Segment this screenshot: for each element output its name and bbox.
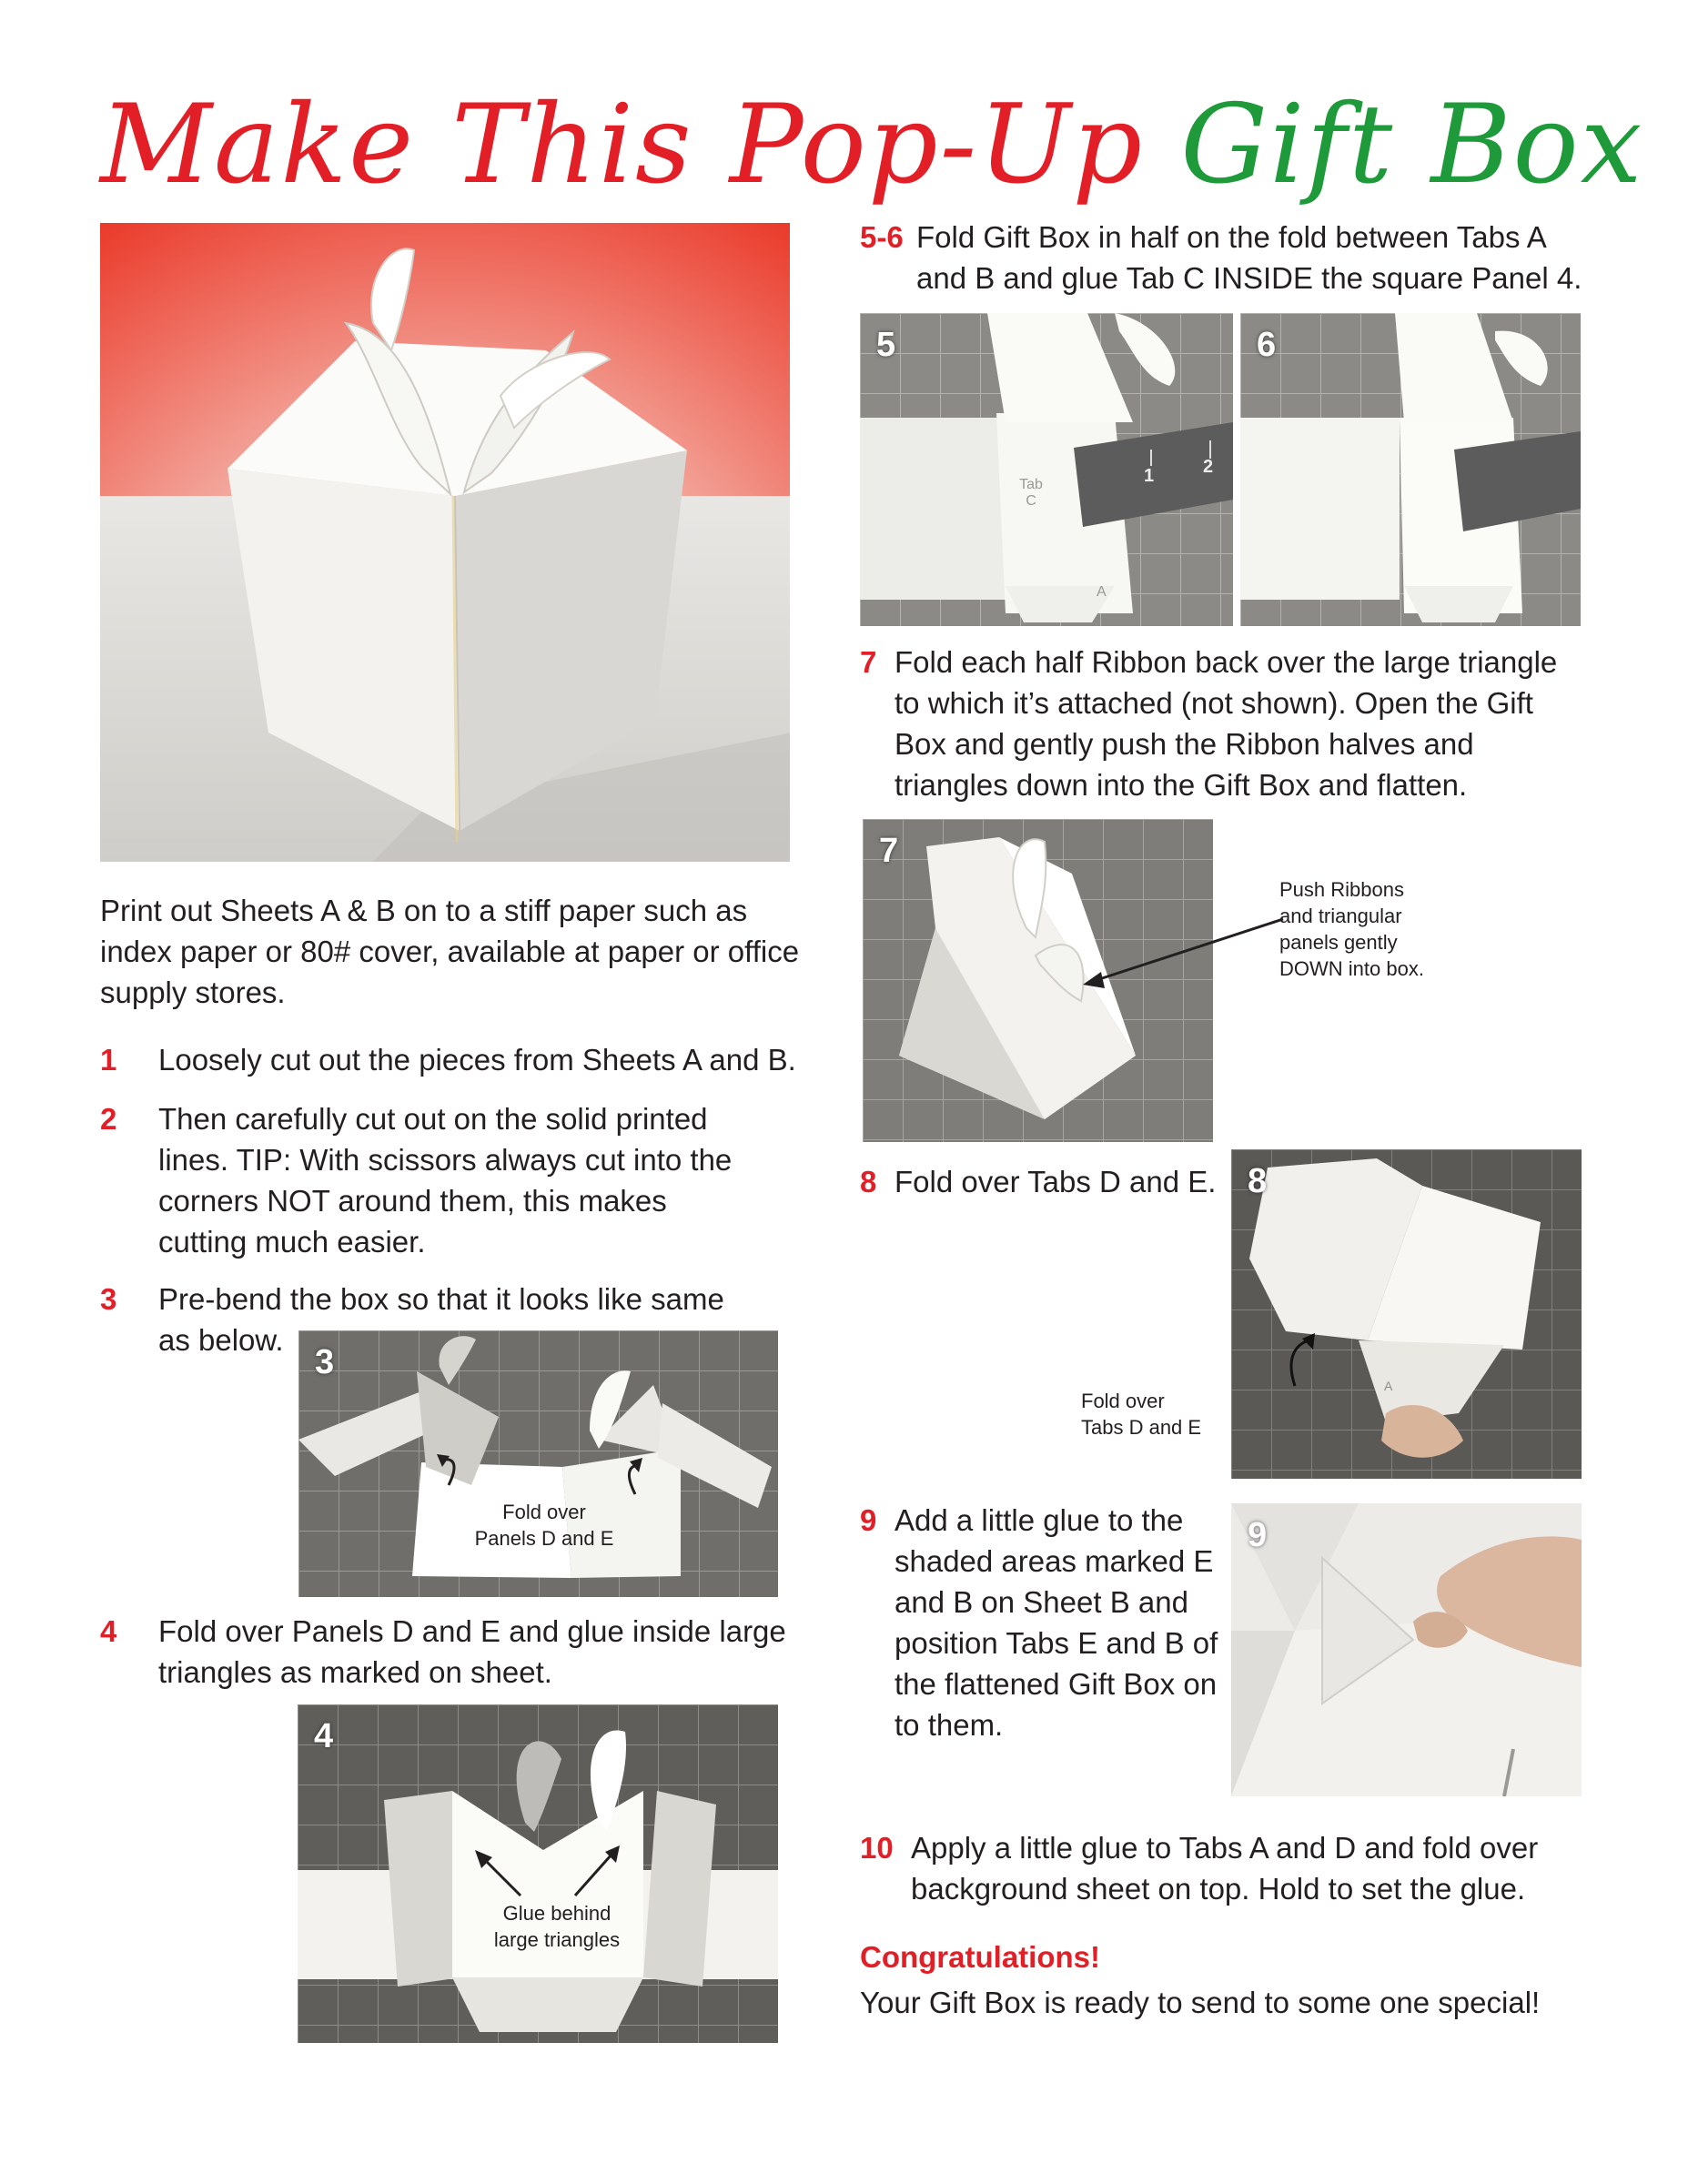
tab-a-label: A bbox=[1097, 584, 1107, 600]
callout-line: Fold over bbox=[1081, 1390, 1165, 1412]
title-part-2: Gift Box bbox=[1180, 82, 1644, 208]
step-6-illustration bbox=[1240, 313, 1581, 626]
step-1 bbox=[100, 1039, 810, 1080]
tab-c-label bbox=[1013, 477, 1049, 510]
photo-step-9 bbox=[1231, 1503, 1582, 1796]
step-badge: 5 bbox=[876, 326, 896, 364]
step-number: 3 bbox=[100, 1282, 117, 1316]
step-text: Fold over Tabs D and E. bbox=[895, 1165, 1217, 1198]
step-badge: 4 bbox=[314, 1717, 334, 1755]
photo-step-5 bbox=[860, 313, 1233, 626]
callout-step-7 bbox=[1279, 876, 1461, 982]
step-number: 4 bbox=[100, 1614, 117, 1648]
step-text: Pre-bend the box so that it looks like same as below. bbox=[158, 1282, 724, 1357]
callout-line: large triangles bbox=[493, 1928, 621, 1951]
page-title bbox=[100, 82, 1643, 209]
step-text: Add a little glue to the shaded areas marked E and B on Sheet B and position Tabs E and B of the flattened Gift Box on to them. bbox=[895, 1503, 1218, 1742]
step-badge: 3 bbox=[315, 1343, 335, 1381]
callout-line: Glue behind bbox=[502, 1902, 612, 1925]
step-5-6 bbox=[860, 217, 1588, 298]
congratulations-text: Your Gift Box is ready to send to some one special! bbox=[860, 1986, 1541, 2019]
step-8-illustration bbox=[1231, 1149, 1582, 1479]
curved-arrow-icon bbox=[298, 1330, 778, 1597]
step-badge: 8 bbox=[1248, 1162, 1268, 1200]
step-number: 9 bbox=[860, 1503, 877, 1537]
pointer-arrow-icon bbox=[1074, 901, 1292, 1001]
step-text: Then carefully cut out on the solid printed lines. TIP: With scissors always cut into the corners NOT around them, this makes cutting much easier. bbox=[158, 1102, 733, 1259]
callout-line: Tabs D and E bbox=[1081, 1416, 1202, 1439]
intro-text: Print out Sheets A & B on to a stiff paper such as index paper or 80# cover, available at paper or office supply stores. bbox=[100, 894, 800, 1009]
callout-line: and triangular bbox=[1279, 905, 1402, 927]
callout-line: Panels D and E bbox=[474, 1527, 614, 1550]
tab-label: Tab bbox=[1019, 477, 1043, 492]
step-9 bbox=[860, 1500, 1242, 1745]
step-badge: 9 bbox=[1248, 1516, 1268, 1554]
step-number: 5-6 bbox=[860, 220, 904, 254]
tab-letter: C bbox=[1026, 493, 1036, 509]
congratulations-heading: Congratulations! bbox=[860, 1940, 1100, 1974]
callout-line: Push Ribbons bbox=[1279, 878, 1404, 901]
step-text: Apply a little glue to Tabs A and D and fold over background sheet on top. Hold to set the glue. bbox=[911, 1831, 1539, 1906]
step-number: 1 bbox=[100, 1043, 117, 1077]
callout-line: panels gently bbox=[1279, 931, 1398, 954]
photo-step-3 bbox=[298, 1330, 778, 1597]
photo-step-6 bbox=[1240, 313, 1581, 626]
step-4 bbox=[100, 1611, 810, 1693]
hero-photo-gift-box bbox=[100, 223, 790, 862]
step-number: 8 bbox=[860, 1165, 877, 1198]
step-number: 7 bbox=[860, 645, 877, 679]
step-badge: 7 bbox=[879, 832, 899, 870]
gift-box-illustration bbox=[100, 223, 790, 862]
step-number: 2 bbox=[100, 1102, 117, 1136]
step-text: Fold each half Ribbon back over the large triangle to which it’s attached (not shown). Open the Gift Box and gently push the Ribbon halves and triangles down into the Gift Box and flatten. bbox=[895, 645, 1558, 802]
callout-line: Fold over bbox=[502, 1501, 586, 1523]
title-part-1: Make This Pop-Up bbox=[100, 82, 1145, 208]
photo-callout bbox=[489, 1900, 625, 1953]
callout-step-8 bbox=[1081, 1388, 1227, 1441]
ruler-mark-2: 2 bbox=[1203, 457, 1214, 477]
ruler-mark-1: 1 bbox=[1144, 466, 1155, 486]
step-badge: 6 bbox=[1257, 326, 1277, 364]
callout-line: DOWN into box. bbox=[1279, 957, 1424, 980]
step-10 bbox=[860, 1827, 1588, 1909]
step-text: Fold Gift Box in half on the fold between Tabs A and B and glue Tab C INSIDE the square Panel 4. bbox=[916, 220, 1582, 295]
photo-step-8 bbox=[1231, 1149, 1582, 1479]
step-5-illustration bbox=[860, 313, 1233, 626]
step-text: Loosely cut out the pieces from Sheets A and B. bbox=[158, 1043, 796, 1077]
step-number: 10 bbox=[860, 1831, 894, 1865]
tab-a-label: A bbox=[1384, 1379, 1393, 1393]
step-8 bbox=[860, 1161, 1224, 1202]
step-2 bbox=[100, 1098, 755, 1262]
step-7 bbox=[860, 642, 1579, 805]
photo-step-4 bbox=[298, 1704, 778, 2043]
step-text: Fold over Panels D and E and glue inside large triangles as marked on sheet. bbox=[158, 1614, 786, 1689]
step-9-illustration bbox=[1231, 1503, 1582, 1796]
step-4-illustration bbox=[298, 1704, 778, 2043]
